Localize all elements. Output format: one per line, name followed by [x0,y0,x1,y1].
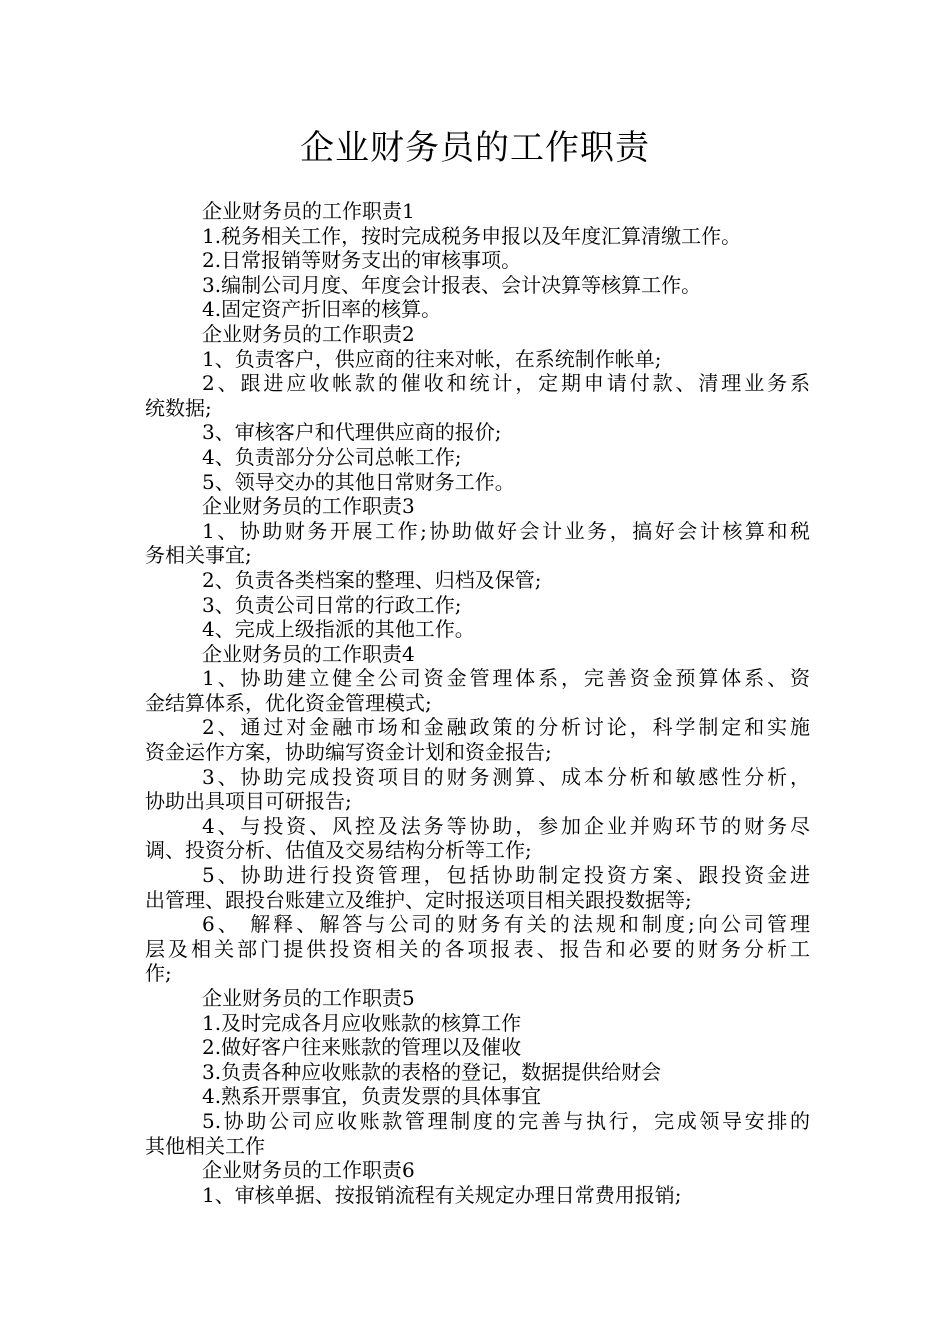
text-line: 3.编制公司月度、年度会计报表、会计决算等核算工作。 [202,272,702,297]
text-line: 2、负责各类档案的整理、归档及保管; [202,567,542,592]
text-line: 其他相关工作 [145,1133,265,1158]
text-line: 务相关事宜; [145,543,252,568]
text-line: 2.做好客户往来账款的管理以及催收 [202,1035,522,1060]
text-line: 作; [145,961,172,986]
text-line: 1.及时完成各月应收账款的核算工作 [202,1010,522,1035]
text-line: 2、通过对金融市场和金融政策的分析讨论，科学制定和实施 [202,715,810,740]
text-line: 4、负责部分分公司总帐工作; [202,444,462,469]
text-line: 2.日常报销等财务支出的审核事项。 [202,248,522,273]
text-line: 1、协助财务开展工作;协助做好会计业务，搞好会计核算和税 [202,518,810,543]
text-line: 企业财务员的工作职责1 [202,199,415,223]
document-body [145,199,810,1207]
text-line: 协助出具项目可研报告; [145,789,352,814]
text-line: 1、负责客户，供应商的往来对帐，在系统制作帐单; [202,346,662,371]
text-line: 资金运作方案，协助编写资金计划和资金报告; [145,740,552,765]
text-line: 5、领导交办的其他日常财务工作。 [202,469,515,494]
text-line: 3、协助完成投资项目的财务测算、成本分析和敏感性分析， [202,764,810,789]
document-title: 企业财务员的工作职责 [300,128,650,168]
text-line: 5.协助公司应收账款管理制度的完善与执行，完成领导安排的 [202,1108,810,1133]
text-line: 出管理、跟投台账建立及维护、定时报送项目相关跟投数据等; [145,887,692,912]
text-line: 层及相关部门提供投资相关的各项报表、报告和必要的财务分析工 [145,936,810,961]
text-line: 企业财务员的工作职责6 [202,1158,415,1183]
text-line: 3.负责各种应收账款的表格的登记，数据提供给财会 [202,1059,662,1084]
text-line: 2、跟进应收帐款的催收和统计，定期申请付款、清理业务系 [202,371,810,396]
text-line: 4、完成上级指派的其他工作。 [202,617,475,642]
text-line: 3、审核客户和代理供应商的报价; [202,420,502,445]
text-line: 1、审核单据、按报销流程有关规定办理日常费用报销; [202,1182,682,1207]
text-line: 6、 解释、解答与公司的财务有关的法规和制度;向公司管理 [202,912,810,937]
text-line: 调、投资分析、估值及交易结构分析等工作; [145,838,532,863]
text-line: 金结算体系，优化资金管理模式; [145,690,432,715]
text-line: 5、协助进行投资管理，包括协助制定投资方案、跟投资金进 [202,863,810,888]
text-line: 统数据; [145,395,212,420]
text-line: 企业财务员的工作职责4 [202,641,415,666]
text-line: 企业财务员的工作职责2 [202,321,415,346]
text-line: 4.固定资产折旧率的核算。 [202,297,442,322]
text-line: 3、负责公司日常的行政工作; [202,592,462,617]
text-line: 企业财务员的工作职责5 [202,986,415,1010]
text-line: 企业财务员的工作职责3 [202,494,415,519]
text-line: 4、与投资、风控及法务等协助，参加企业并购环节的财务尽 [202,813,810,838]
text-line: 1、协助建立健全公司资金管理体系，完善资金预算体系、资 [202,666,810,691]
text-line: 1.税务相关工作，按时完成税务申报以及年度汇算清缴工作。 [202,223,742,248]
text-line: 4.熟系开票事宜，负责发票的具体事宜 [202,1084,542,1109]
